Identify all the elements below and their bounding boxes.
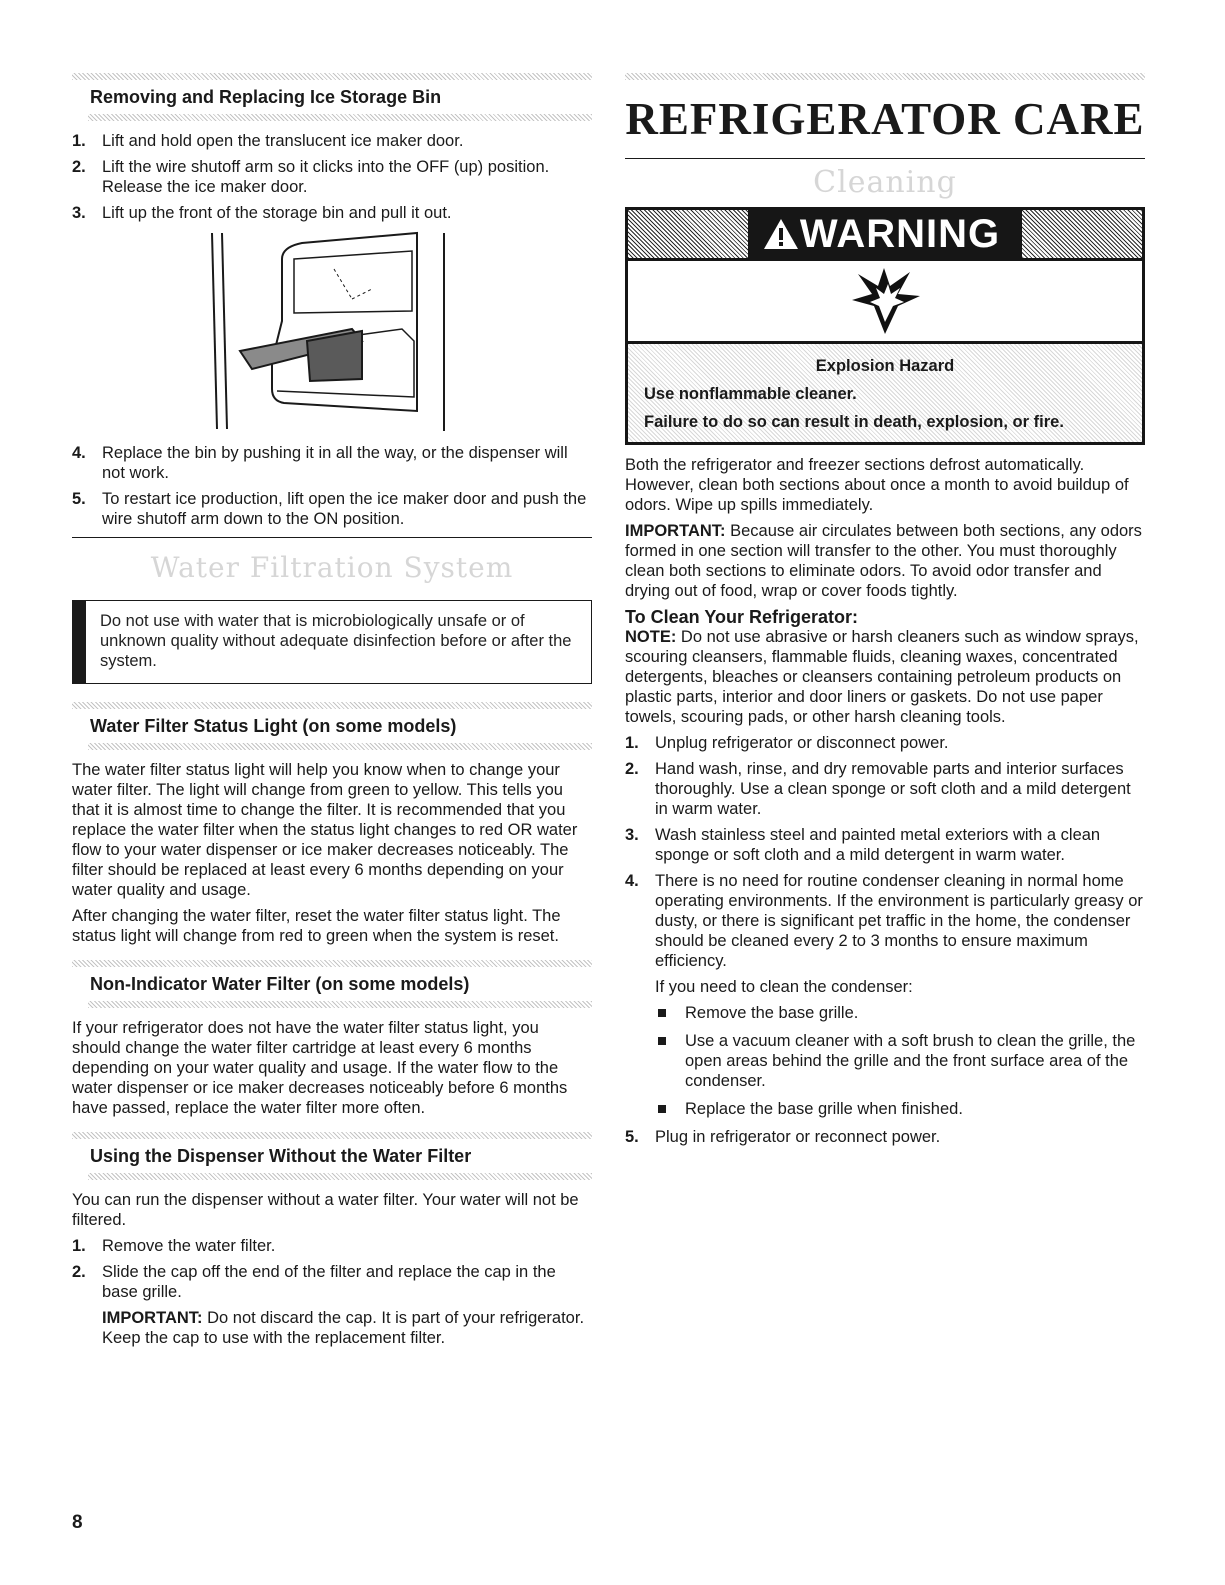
section-divider [88, 1001, 592, 1008]
warning-box [625, 207, 1145, 445]
status-light-paragraph-1: The water filter status light will help you know when to change your water filter. The light will change from green to yellow. This tells you that it is almost time to change the filter. It is recommended that you replace the water filter when the status light changes to red OR water flow to your water dispenser or ice maker decreases noticeably. The filter should be replaced at least every 6 months depending on your water quality and usage. [72, 761, 578, 899]
list-item: 1. Unplug refrigerator or disconnect power. [625, 734, 949, 752]
filtration-notice-box [72, 600, 592, 684]
list-item: 5. Plug in refrigerator or reconnect power. [625, 1128, 941, 1146]
section-divider [72, 73, 592, 80]
important-paragraph: IMPORTANT: Because air circulates between both sections, any odors formed in one section will transfer to the other. You must thoroughly clean both sections to eliminate odors. To avoid odor transfer and drying out of food, wrap or cover foods tightly. [625, 522, 1142, 600]
filtration-notice-text: Do not use with water that is microbiologically unsafe or of unknown quality without adequate disinfection before or after the system. [100, 612, 572, 670]
warning-body [625, 261, 1145, 445]
list-item: 2. Slide the cap off the end of the filter and replace the cap in the base grille. IMPORTANT: Do not discard the cap. It is part of your refrigerator. Keep the cap to use with the replacement filter. [72, 1262, 592, 1348]
title-rule [625, 158, 1145, 159]
list-item: 5. To restart ice production, lift open the ice maker door and push the wire shutoff arm down to the ON position. [72, 490, 587, 528]
warning-line-2: Failure to do so can result in death, explosion, or fire. [644, 413, 1064, 431]
explosion-icon [848, 266, 922, 336]
right-column [625, 0, 1145, 1153]
non-indicator-heading: Non-Indicator Water Filter (on some models) [90, 974, 470, 994]
list-item: 1. Remove the water filter. [72, 1237, 276, 1255]
status-light-heading: Water Filter Status Light (on some models) [90, 716, 457, 736]
section-divider [625, 73, 1145, 80]
list-item: 1. Lift and hold open the translucent ice maker door. [72, 132, 464, 150]
list-item: 2. Lift the wire shutoff arm so it clicks into the OFF (up) position. Release the ice maker door. [72, 158, 550, 196]
warning-label: WARNING [748, 210, 1022, 258]
page-number: 8 [72, 1512, 83, 1533]
without-filter-steps [72, 1236, 592, 1348]
status-light-paragraph-2: After changing the water filter, reset the water filter status light. The status light will change from red to green when the system is reset. [72, 907, 561, 945]
list-item: 4. There is no need for routine condenser cleaning in normal home operating environments. If the environment is particularly greasy or dusty, or there is significant pet traffic in the home, the condenser should be cleaned every 2 to 3 months to ensure maximum efficiency. If you need to clean the condenser: Remove the base grille. Use a vacuum cleaner with a soft brush to clean the grille, the open areas behind the grille and the front surface area of the condenser. Replace the base grille when finished. [625, 871, 1145, 1119]
list-item: Use a vacuum cleaner with a soft brush to clean the grille, the open areas behind the grille and the front surface area of the condenser. [655, 1031, 1145, 1091]
important-note: IMPORTANT: Do not discard the cap. It is part of your refrigerator. Keep the cap to use with the replacement filter. [102, 1309, 585, 1347]
non-indicator-paragraph: If your refrigerator does not have the water filter status light, you should change the water filter cartridge at least every 6 months depending on your water quality and usage. If the water flow to the water dispenser or ice maker decreases noticeably before 6 months have passed, replace the water filter more often. [72, 1019, 568, 1117]
cleaning-paragraph: Both the refrigerator and freezer sections defrost automatically. However, clean both sections about once a month to avoid buildup of odors. Wipe up spills immediately. [625, 456, 1129, 514]
condenser-bullets [655, 1003, 1145, 1119]
list-item: 4. Replace the bin by pushing it in all the way, or the dispenser will not work. [72, 444, 568, 482]
list-item: 2. Hand wash, rinse, and dry removable parts and interior surfaces thoroughly. Use a clean sponge or soft cloth and a mild detergent in warm water. [625, 760, 1131, 818]
ice-bin-steps [72, 131, 592, 223]
warning-triangle-icon [762, 217, 800, 251]
hazard-title: Explosion Hazard [815, 357, 955, 375]
list-item: 3. Wash stainless steel and painted metal exteriors with a clean sponge or soft cloth and a mild detergent in warm water. [625, 826, 1101, 864]
page-title: REFRIGERATOR CARE [625, 94, 1145, 144]
cleaning-title: Cleaning [813, 165, 957, 200]
list-item: Remove the base grille. [655, 1003, 1145, 1023]
list-item: 3. Lift up the front of the storage bin and pull it out. [72, 204, 452, 222]
section-divider [72, 1132, 592, 1139]
section-rule [72, 537, 592, 538]
water-filtration-title: Water Filtration System [150, 551, 514, 584]
warning-band [625, 207, 1145, 261]
ice-bin-illustration [72, 229, 592, 439]
without-filter-paragraph: You can run the dispenser without a water filter. Your water will not be filtered. [72, 1191, 579, 1229]
section-divider [72, 702, 592, 709]
warning-text [628, 344, 1142, 442]
left-column [72, 0, 592, 1354]
ice-bin-steps-continued [72, 443, 592, 529]
ice-bin-heading: Removing and Replacing Ice Storage Bin [90, 87, 442, 107]
section-divider [88, 1173, 592, 1180]
section-divider [88, 114, 592, 121]
explosion-icon-area [628, 261, 1142, 344]
without-filter-heading: Using the Dispenser Without the Water Filter [90, 1146, 472, 1166]
section-divider [72, 960, 592, 967]
list-item: Replace the base grille when finished. [655, 1099, 1145, 1119]
cleaning-steps [625, 733, 1145, 1147]
clean-heading: To Clean Your Refrigerator: [625, 607, 859, 627]
warning-line-1: Use nonflammable cleaner. [644, 385, 857, 403]
ice-storage-bin-illustration [72, 229, 592, 439]
note-paragraph: NOTE: Do not use abrasive or harsh cleaners such as window sprays, scouring cleansers, flammable fluids, cleaning waxes, concentrated detergents, bleaches or cleansers containing petroleum products on plastic parts, interior and door liners or gaskets. Do not use paper towels, scouring pads, or other harsh cleaning tools. [625, 628, 1139, 726]
section-divider [88, 743, 592, 750]
condenser-intro: If you need to clean the condenser: [655, 978, 913, 996]
